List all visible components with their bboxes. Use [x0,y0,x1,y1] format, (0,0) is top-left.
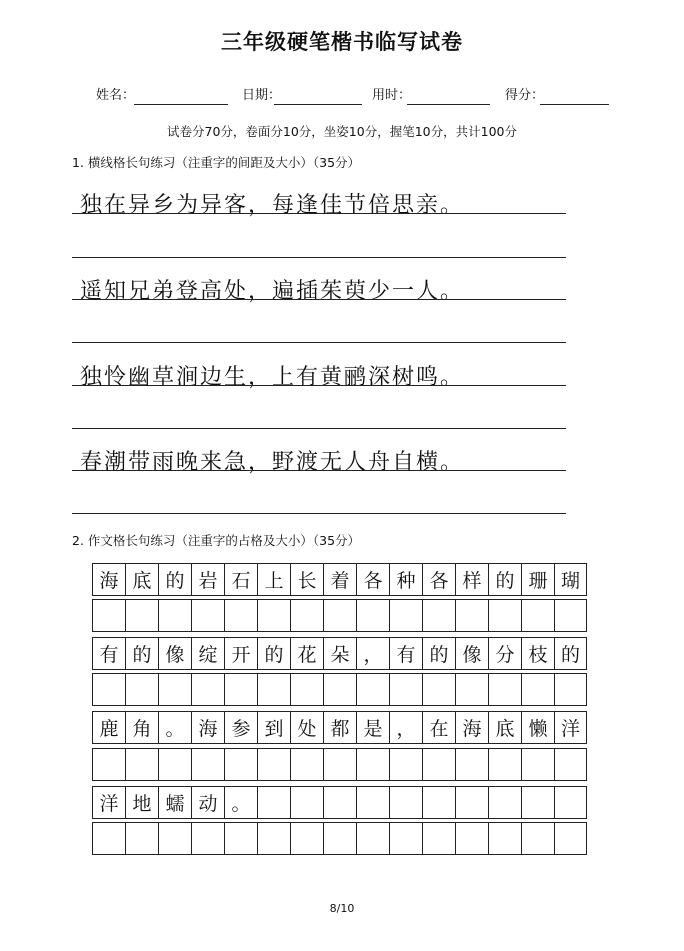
date-underline [274,104,362,105]
score-breakdown-note: 试卷分70分，卷面分10分，坐姿10分，握笔10分，共计100分 [167,124,517,139]
page-title: 三年级硬笔楷书临写试卷 [221,30,463,54]
grid-cell: 是 [356,711,389,744]
grid-cell: 花 [290,637,323,670]
grid-cell[interactable] [191,748,224,781]
grid-cell[interactable] [125,748,158,781]
grid-cell: 洋 [554,711,587,744]
grid-cell[interactable] [488,822,521,855]
name-underline [134,104,228,105]
model-grid-row [92,786,587,819]
practice-grid-row [92,673,587,706]
model-grid-row [92,637,587,670]
grid-cell: 石 [224,563,257,596]
grid-cell: 角 [125,711,158,744]
time-label: 用时： [372,88,412,103]
grid-cell: 。 [224,786,257,819]
grid-cell: 到 [257,711,290,744]
grid-cell[interactable] [323,786,356,819]
grid-cell[interactable] [257,822,290,855]
section1-title: 1. 横线格长句练习（注重字的间距及大小）（35分） [72,155,361,170]
grid-cell: 分 [488,637,521,670]
student-info-row [0,84,684,108]
grid-cell: 着 [323,563,356,596]
grid-cell[interactable] [356,822,389,855]
grid-cell[interactable] [521,599,554,632]
grid-cell[interactable] [455,748,488,781]
grid-cell[interactable] [356,673,389,706]
grid-cell: 的 [257,637,290,670]
grid-cell[interactable] [389,786,422,819]
grid-cell[interactable] [389,599,422,632]
grid-cell: 枝 [521,637,554,670]
grid-cell[interactable] [224,822,257,855]
grid-cell: 样 [455,563,488,596]
grid-cell[interactable] [422,673,455,706]
grid-cell[interactable] [257,599,290,632]
grid-cell[interactable] [125,599,158,632]
grid-cell: 长 [290,563,323,596]
grid-cell: 处 [290,711,323,744]
grid-cell[interactable] [290,786,323,819]
grid-cell: 懒 [521,711,554,744]
grid-cell[interactable] [290,822,323,855]
grid-cell[interactable] [455,786,488,819]
grid-cell: 都 [323,711,356,744]
practice-rule[interactable] [72,513,566,514]
grid-cell[interactable] [92,599,125,632]
grid-cell[interactable] [455,822,488,855]
grid-cell[interactable] [224,748,257,781]
grid-cell: 海 [92,563,125,596]
grid-cell: 珊 [521,563,554,596]
grid-cell: 鹿 [92,711,125,744]
grid-cell[interactable] [158,599,191,632]
name-field[interactable] [96,84,135,103]
grid-cell[interactable] [422,822,455,855]
practice-rule[interactable] [72,257,566,258]
grid-cell[interactable] [422,786,455,819]
grid-cell[interactable] [290,673,323,706]
grid-cell: 的 [158,563,191,596]
writing-rule [72,213,566,214]
grid-cell[interactable] [257,673,290,706]
grid-cell[interactable] [488,748,521,781]
practice-grid-row [92,748,587,781]
section2-title: 2. 作文格长句练习（注重字的占格及大小）（35分） [72,533,361,548]
time-field[interactable] [372,84,411,103]
grid-cell: 海 [455,711,488,744]
grid-cell: 底 [125,563,158,596]
grid-cell[interactable] [323,748,356,781]
grid-cell: 朵 [323,637,356,670]
grid-cell[interactable] [488,786,521,819]
grid-cell[interactable] [290,748,323,781]
grid-cell[interactable] [554,599,587,632]
grid-cell[interactable] [323,599,356,632]
grid-cell: 各 [422,563,455,596]
grid-cell[interactable] [92,822,125,855]
grid-cell[interactable] [554,673,587,706]
grid-cell: 地 [125,786,158,819]
grid-cell[interactable] [257,748,290,781]
grid-cell[interactable] [290,599,323,632]
grid-cell[interactable] [422,748,455,781]
date-label: 日期： [242,88,282,103]
grid-cell[interactable] [422,599,455,632]
model-sentence: 遥知兄弟登高处，遍插茱萸少一人。 [80,279,465,304]
grid-cell[interactable] [356,748,389,781]
model-sentence: 独在异乡为异客，每逢佳节倍思亲。 [80,193,465,218]
grid-cell: 上 [257,563,290,596]
grid-cell: 的 [488,563,521,596]
model-grid-row [92,563,587,596]
practice-grid-row [92,822,587,855]
practice-rule[interactable] [72,428,566,429]
grid-cell[interactable] [224,673,257,706]
grid-cell: ， [356,637,389,670]
grid-cell: 种 [389,563,422,596]
grid-cell: 海 [191,711,224,744]
grid-cell: 各 [356,563,389,596]
grid-cell[interactable] [521,673,554,706]
grid-cell: 开 [224,637,257,670]
grid-cell[interactable] [125,673,158,706]
date-field[interactable] [242,84,281,103]
grid-cell[interactable] [455,673,488,706]
model-sentence: 独怜幽草涧边生，上有黄鹂深树鸣。 [80,365,465,390]
grid-cell: 参 [224,711,257,744]
writing-rule [72,299,566,300]
grid-cell[interactable] [389,673,422,706]
grid-cell[interactable] [356,599,389,632]
grid-cell[interactable] [125,822,158,855]
grid-cell: 绽 [191,637,224,670]
grid-cell[interactable] [191,599,224,632]
grid-cell[interactable] [158,673,191,706]
grid-cell[interactable] [257,786,290,819]
page-number: 8/10 [329,902,355,915]
grid-cell: 底 [488,711,521,744]
name-label: 姓名： [96,88,136,103]
writing-rule [72,385,566,386]
grid-cell: 的 [422,637,455,670]
writing-rule [72,470,566,471]
grid-cell: 像 [158,637,191,670]
grid-cell[interactable] [521,786,554,819]
grid-cell[interactable] [191,822,224,855]
grid-cell[interactable] [521,822,554,855]
grid-cell: 瑚 [554,563,587,596]
grid-cell: 有 [92,637,125,670]
grid-cell: ， [389,711,422,744]
grid-cell[interactable] [554,822,587,855]
score-label: 得分： [505,88,545,103]
grid-cell: 蠕 [158,786,191,819]
grid-cell[interactable] [488,673,521,706]
grid-cell: 有 [389,637,422,670]
grid-cell[interactable] [488,599,521,632]
grid-cell: 洋 [92,786,125,819]
grid-cell: 的 [125,637,158,670]
grid-cell[interactable] [323,822,356,855]
grid-cell[interactable] [389,822,422,855]
grid-cell: 岩 [191,563,224,596]
grid-cell[interactable] [158,748,191,781]
grid-cell: 像 [455,637,488,670]
practice-rule[interactable] [72,342,566,343]
grid-cell[interactable] [356,786,389,819]
grid-cell[interactable] [92,748,125,781]
grid-cell[interactable] [554,748,587,781]
grid-cell[interactable] [455,599,488,632]
grid-cell[interactable] [224,599,257,632]
grid-cell[interactable] [323,673,356,706]
grid-cell[interactable] [554,786,587,819]
grid-cell: 动 [191,786,224,819]
grid-cell[interactable] [191,673,224,706]
grid-cell[interactable] [158,822,191,855]
model-grid-row [92,711,587,744]
practice-grid-row [92,599,587,632]
grid-cell[interactable] [521,748,554,781]
grid-cell[interactable] [92,673,125,706]
grid-cell[interactable] [389,748,422,781]
score-underline [540,104,609,105]
model-sentence: 春潮带雨晚来急，野渡无人舟自横。 [80,450,465,475]
score-field[interactable] [505,84,544,103]
time-underline [407,104,490,105]
grid-cell: 的 [554,637,587,670]
grid-cell: 在 [422,711,455,744]
grid-cell: 。 [158,711,191,744]
